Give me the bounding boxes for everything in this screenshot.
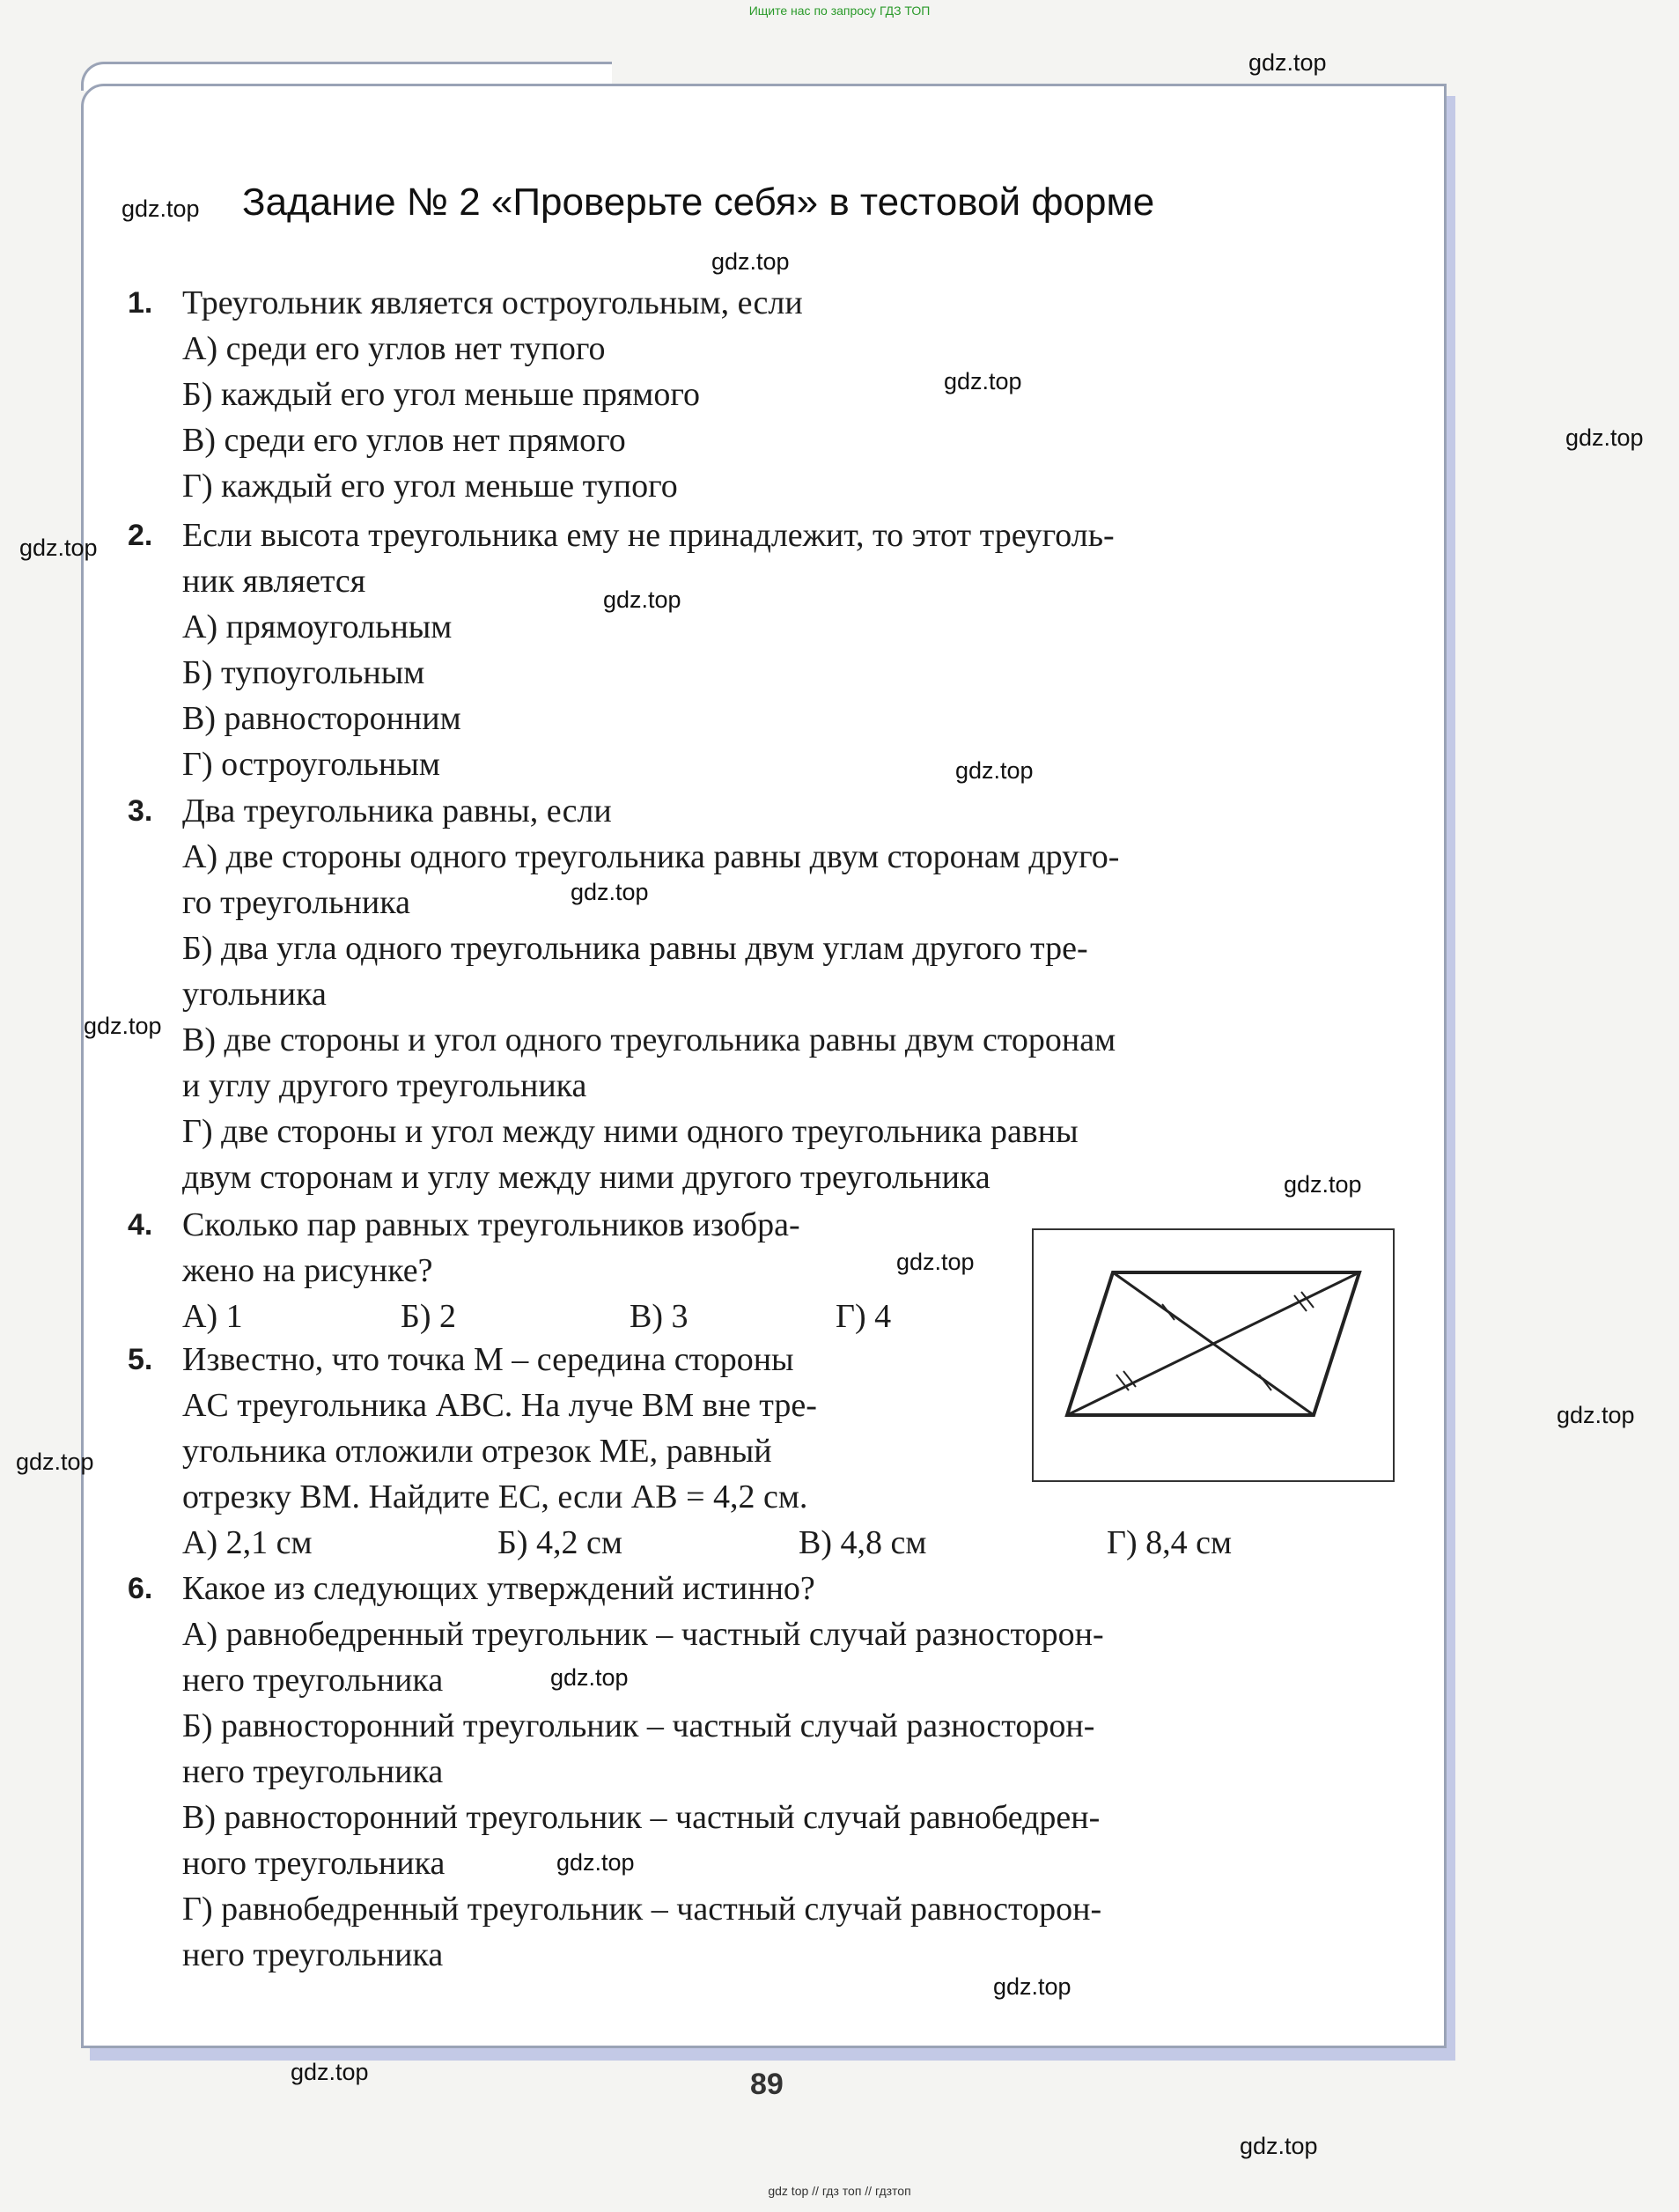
watermark: gdz.top [711, 248, 790, 275]
watermark: gdz.top [550, 1664, 629, 1691]
question-1 [128, 280, 1387, 509]
answer-row [182, 1520, 1387, 1566]
answer-option: Г) каждый его угол меньше тупого [182, 468, 678, 505]
question-text: AC треугольника ABC. На луче BM вне тре- [182, 1387, 817, 1424]
question-3 [128, 788, 1387, 1200]
answer-option: Б) каждый его угол меньше прямого [182, 376, 700, 413]
answer-option: В) 4,8 см [799, 1524, 927, 1561]
question-5 [128, 1337, 1387, 1566]
question-text: Если высота треугольника ему не принадлежит, то этот треуголь- [182, 517, 1115, 554]
answer-option: А) две стороны одного треугольника равны двум сторонам друго- [182, 838, 1120, 875]
watermark: gdz.top [896, 1249, 975, 1275]
question-number: 1. [128, 286, 153, 320]
answer-option: и углу другого треугольника [182, 1067, 587, 1104]
answer-option: Г) две стороны и угол между ними одного треугольника равны [182, 1113, 1079, 1150]
answer-option: В) среди его углов нет прямого [182, 422, 626, 459]
watermark: gdz.top [556, 1849, 635, 1876]
watermark: gdz.top [944, 368, 1022, 394]
watermark: gdz.top [1240, 2133, 1318, 2159]
answer-option: ного треугольника [182, 1845, 446, 1882]
watermark: gdz.top [122, 195, 200, 222]
answer-option: него треугольника [182, 1936, 444, 1973]
watermark: gdz.top [19, 535, 98, 561]
answer-option: угольника [182, 976, 327, 1013]
question-text: жено на рисунке? [182, 1252, 433, 1289]
answer-option: Г) 4 [836, 1298, 892, 1335]
watermark: gdz.top [1284, 1171, 1362, 1198]
question-number: 5. [128, 1343, 153, 1376]
bottom-note: gdz top // гдз топ // гдзтоп [768, 2184, 911, 2198]
watermark: gdz.top [603, 586, 681, 613]
watermark: gdz.top [291, 2059, 369, 2085]
answer-option: него треугольника [182, 1753, 444, 1790]
answer-option: А) среди его углов нет тупого [182, 330, 606, 367]
answer-option: Б) тупоугольным [182, 654, 425, 691]
question-number: 2. [128, 519, 153, 552]
question-text: Какое из следующих утверждений истинно? [182, 1570, 815, 1607]
watermark: gdz.top [955, 757, 1034, 784]
page-number: 89 [750, 2068, 784, 2101]
question-text: ник является [182, 563, 366, 600]
answer-option: го треугольника [182, 884, 410, 921]
answer-option: А) 1 [182, 1298, 243, 1335]
question-text: Треугольник является остроугольным, если [182, 284, 803, 321]
question-text: угольника отложили отрезок ME, равный [182, 1433, 772, 1470]
answer-option: двум сторонам и углу между ними другого треугольника [182, 1159, 990, 1196]
answer-option: А) равнобедренный треугольник – частный случай разносторон- [182, 1616, 1104, 1653]
question-text: отрезку BM. Найдите EC, если AB = 4,2 см. [182, 1478, 808, 1515]
question-2 [128, 512, 1387, 787]
question-number: 3. [128, 794, 153, 828]
watermark: gdz.top [84, 1013, 162, 1039]
answer-option: В) равносторонним [182, 700, 461, 737]
watermark: gdz.top [1565, 424, 1644, 451]
question-text: Два треугольника равны, если [182, 793, 612, 830]
question-number: 4. [128, 1208, 153, 1242]
answer-option: А) прямоугольным [182, 608, 453, 645]
answer-option: Б) равносторонний треугольник – частный случай разносторон- [182, 1707, 1095, 1744]
watermark: gdz.top [571, 879, 649, 905]
answer-option: него треугольника [182, 1662, 444, 1699]
question-text: Сколько пар равных треугольников изобра- [182, 1206, 800, 1243]
answer-option: Г) остроугольным [182, 746, 440, 783]
top-note: Ищите нас по запросу ГДЗ ТОП [748, 4, 931, 18]
answer-row [182, 1294, 1008, 1339]
answer-option: В) равносторонний треугольник – частный случай равнобедрен- [182, 1799, 1101, 1836]
answer-option: В) две стороны и угол одного треугольника равны двум сторонам [182, 1021, 1116, 1058]
question-4 [128, 1202, 1008, 1339]
page-title: Задание № 2 «Проверьте себя» в тестовой форме [242, 181, 1155, 224]
watermark: gdz.top [16, 1449, 94, 1475]
question-text: Известно, что точка M – середина стороны [182, 1341, 794, 1378]
answer-option: Б) два угла одного треугольника равны двум углам другого тре- [182, 930, 1088, 967]
watermark: gdz.top [1248, 49, 1327, 76]
answer-option: В) 3 [630, 1298, 689, 1335]
answer-option: Г) равнобедренный треугольник – частный случай равносторон- [182, 1891, 1102, 1928]
answer-option: А) 2,1 см [182, 1524, 313, 1561]
question-6 [128, 1566, 1387, 1978]
answer-option: Г) 8,4 см [1107, 1524, 1233, 1561]
watermark: gdz.top [993, 1973, 1071, 2000]
answer-option: Б) 2 [401, 1298, 456, 1335]
question-number: 6. [128, 1572, 153, 1605]
answer-option: Б) 4,2 см [497, 1524, 622, 1561]
watermark: gdz.top [1557, 1402, 1635, 1428]
